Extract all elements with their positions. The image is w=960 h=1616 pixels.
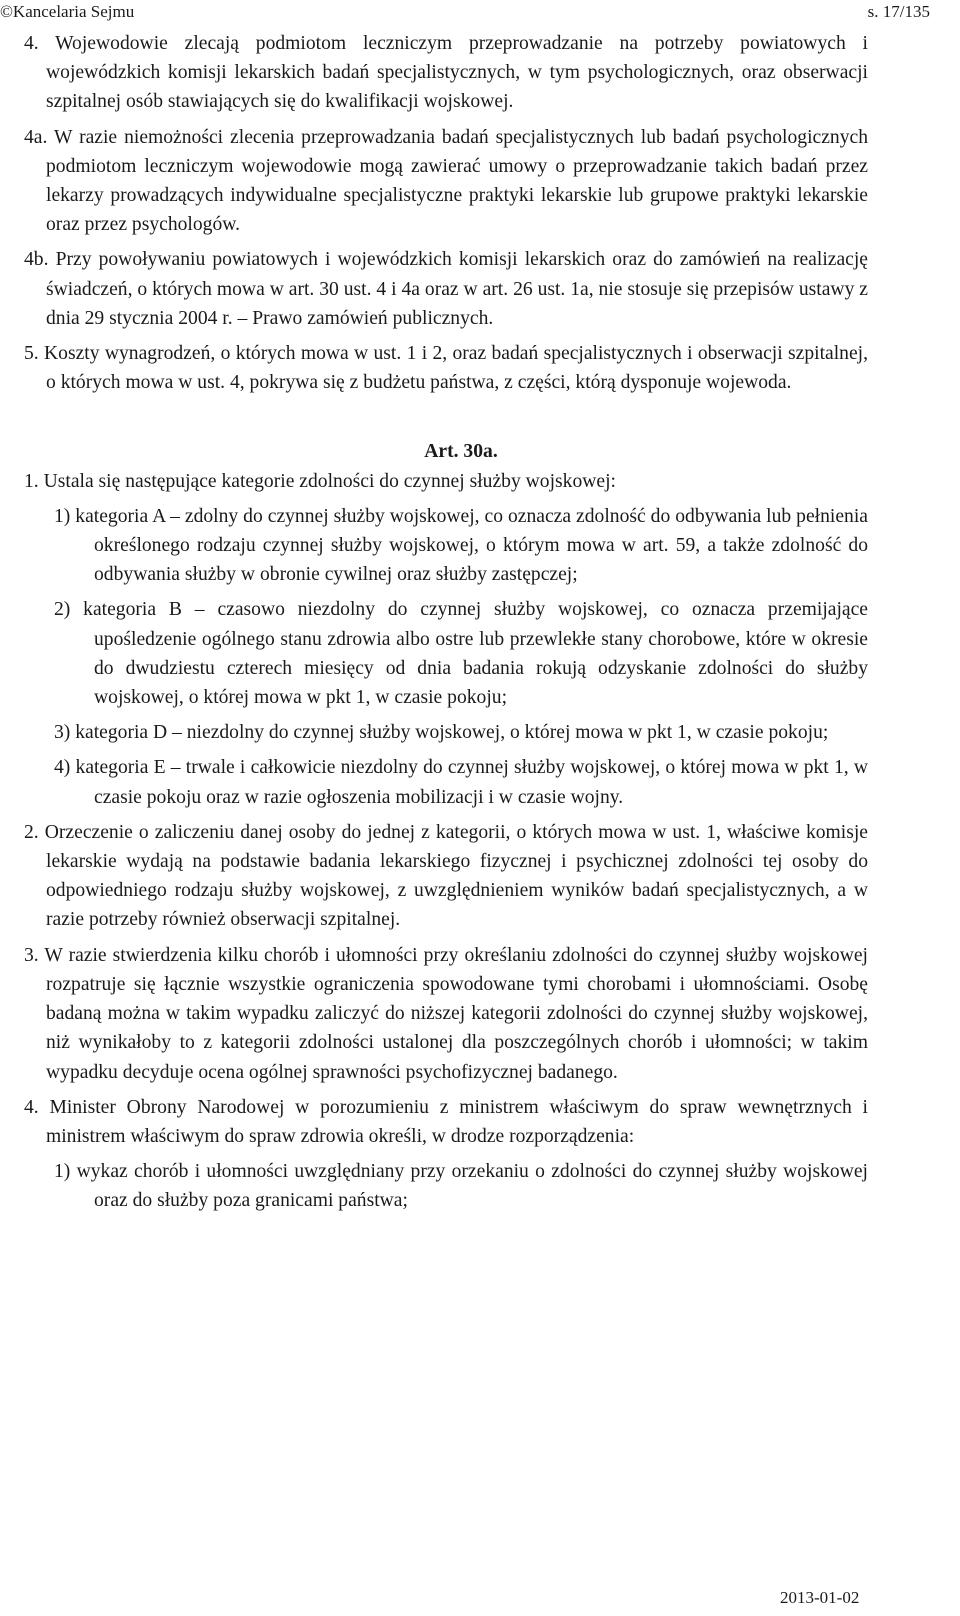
paragraph-4: 4. Wojewodowie zlecają podmiotom leczniczym przeprowadzanie na potrzeby powiatowych i wojewódzkich komisji lekarskich badań specjalistycznych, w tym psychologicznych, oraz obserwacji szpitalnej osób stawiających się do kwalifikacji wojskowej. xyxy=(24,33,868,113)
paragraph-4a: 4a. W razie niemożności zlecenia przeprowadzania badań specjalistycznych lub badań psychologicznych podmiotom leczniczym wojewodowie mogą zawierać umowy o przeprowadzanie takich badań przez lekarzy prowadzących indywidualne specjalistyczne praktyki lekarskie lub grupowe praktyki lekarskie oraz przez psychologów. xyxy=(24,126,868,236)
regulation-item: 1) wykaz chorób i ułomności uwzględniany przy orzekaniu o zdolności do czynnej służby wojskowej oraz do służby poza granicami państwa; xyxy=(54,1161,868,1212)
article-paragraph-3: 3. W razie stwierdzenia kilku chorób i ułomności przy określaniu zdolności do czynnej służby wojskowej rozpatruje się łącznie wszystkie ograniczenia spowodowane tymi chorobami i ułomnościami. Osobę badaną można w takim wypadku zaliczyć do niższej kategorii zdolności do czynnej służby wojskowej, niż wynikałoby to z kategorii zdolności ustalonej dla poszczególnych chorób i ułomności; w takim wypadku decyduje ocena ogólnej sprawności psychofizycznej badanego. xyxy=(24,944,868,1083)
category-item: 4) kategoria E – trwale i całkowicie niezdolny do czynnej służby wojskowej, o której mowa w pkt 1, w czasie pokoju oraz w razie ogłoszenia mobilizacji i w czasie wojny. xyxy=(54,757,868,808)
category-item: 3) kategoria D – niezdolny do czynnej służby wojskowej, o której mowa w pkt 1, w czasie pokoju; xyxy=(54,722,829,744)
article-title: Art. 30a. xyxy=(424,441,498,463)
page-number: s. 17/135 xyxy=(867,2,930,21)
document-body xyxy=(24,29,868,1216)
article-paragraph-4: 4. Minister Obrony Narodowej w porozumieniu z ministrem właściwym do spraw wewnętrznych i ministrem właściwym do spraw zdrowia określi, w drodze rozporządzenia: xyxy=(24,1096,868,1147)
article-paragraph-2: 2. Orzeczenie o zaliczeniu danej osoby do jednej z kategorii, o których mowa w ust. 1, właściwe komisje lekarskie wydają na podstawie badania lekarskiego fizycznej i psychicznej zdolności tej osoby do odpowiedniego rodzaju służby wojskowej, z uwzględnieniem wyników badań specjalistycznych, a w razie potrzeby również obserwacji szpitalnej. xyxy=(24,821,868,931)
category-item: 1) kategoria A – zdolny do czynnej służby wojskowej, co oznacza zdolność do odbywania lub pełnienia określonego rodzaju czynnej służby wojskowej, o którym mowa w art. 59, a także zdolność do odbywania służby w obronie cywilnej oraz służby zastępczej; xyxy=(54,505,868,586)
copyright-label: ©Kancelaria Sejmu xyxy=(0,2,135,21)
page-header xyxy=(0,2,930,22)
paragraph-4b: 4b. Przy powoływaniu powiatowych i wojewódzkich komisji lekarskich oraz do zamówień na realizację świadczeń, o których mowa w art. 30 ust. 4 i 4a oraz w art. 26 ust. 1a, nie stosuje się przepisów ustawy z dnia 29 stycznia 2004 r. – Prawo zamówień publicznych. xyxy=(24,249,868,329)
category-item: 2) kategoria B – czasowo niezdolny do czynnej służby wojskowej, co oznacza przemijające upośledzenie ogólnego stanu zdrowia albo ostre lub przewlekłe stany chorobowe, które w okresie do dwudziestu czterech miesięcy od dnia badania rokują odzyskanie zdolności do służby wojskowej, o której mowa w pkt 1, w czasie pokoju; xyxy=(54,599,868,709)
article-paragraph-1: 1. Ustala się następujące kategorie zdolności do czynnej służby wojskowej: xyxy=(24,470,616,492)
paragraph-5: 5. Koszty wynagrodzeń, o których mowa w ust. 1 i 2, oraz badań specjalistycznych i obserwacji szpitalnej, o których mowa w ust. 4, pokrywa się z budżetu państwa, z części, którą dysponuje wojewoda. xyxy=(24,343,868,394)
page-footer-date: 2013-01-02 xyxy=(780,1588,860,1607)
